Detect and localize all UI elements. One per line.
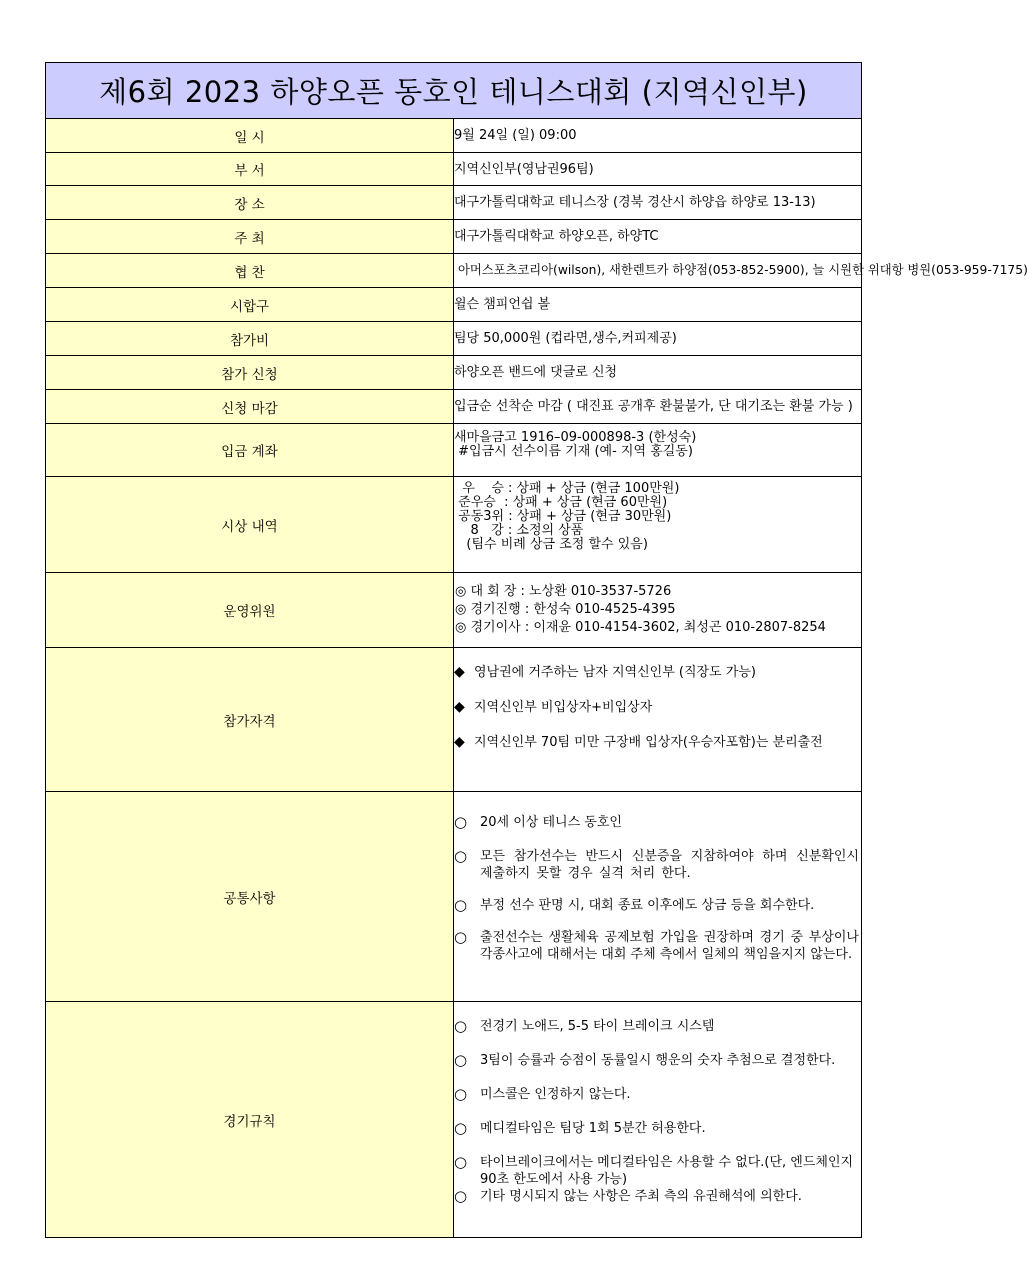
- common-list: [454, 792, 862, 1002]
- row-date: [46, 119, 862, 153]
- list-item: [454, 929, 861, 963]
- account-lines: [454, 424, 862, 477]
- circle-bullet-icon: ○: [454, 1085, 468, 1103]
- circle-bullet-icon: ○: [454, 896, 468, 914]
- list-item-text: 출전선수는 생활체육 공제보험 가입을 권장하며 경기 중 부상이나 각종사고에 대해서는 대회 주체 측에서 일체의 책임을지지 않는다.: [480, 930, 859, 962]
- row-staff: [46, 573, 862, 648]
- row-prizes: [46, 477, 862, 573]
- list-item-text: 메디컬타임은 팀당 1회 5분간 허용한다.: [480, 1121, 706, 1136]
- list-item: [454, 735, 861, 750]
- row-ball: [46, 288, 862, 322]
- list-item: [454, 1086, 861, 1120]
- row-common: [46, 792, 862, 1002]
- row-value: 입금순 선착순 마감 ( 대진표 공개후 환불불가, 단 대기조는 환불 가능 ): [454, 390, 862, 424]
- prize-line: 8 강 : 소정의 상품: [454, 523, 584, 538]
- list-item: [454, 700, 861, 735]
- row-label: 일 시: [46, 119, 454, 153]
- page-title: 제6회 2023 하양오픈 동호인 테니스대회 (지역신인부): [46, 63, 862, 119]
- row-deadline: [46, 390, 862, 424]
- prize-lines: [454, 477, 862, 573]
- list-item: [454, 814, 861, 831]
- circle-bullet-icon: ○: [454, 1051, 468, 1069]
- row-label: 장 소: [46, 186, 454, 220]
- list-item-text: 부정 선수 판명 시, 대회 종료 이후에도 상금 등을 회수한다.: [480, 898, 815, 913]
- list-item-text: 영남권에 거주하는 남자 지역신인부 (직장도 가능): [474, 665, 756, 680]
- row-sponsor: [46, 254, 862, 288]
- row-value: 하양오픈 밴드에 댓글로 신청: [454, 356, 862, 390]
- list-item: [454, 665, 861, 700]
- row-value: 윌슨 챔피언쉽 볼: [454, 288, 862, 322]
- staff-lines: [454, 573, 862, 648]
- row-value: 아머스포츠코리아(wilson), 새한렌트카 하양점(053-852-5900), 늘 시원한 위대항 병원(053-959-7175): [454, 254, 862, 288]
- list-item: [454, 1154, 861, 1188]
- row-apply: [46, 356, 862, 390]
- list-item-text: 20세 이상 테니스 동호인: [480, 815, 622, 830]
- row-label: 부 서: [46, 153, 454, 186]
- diamond-icon: ◆: [454, 664, 465, 680]
- row-label: 참가비: [46, 322, 454, 356]
- row-label: 참가 신청: [46, 356, 454, 390]
- row-label: 참가자격: [46, 648, 454, 792]
- prize-line: 공동3위 : 상패 + 상금 (현금 30만원): [454, 509, 672, 524]
- row-value: 대구가톨릭대학교 테니스장 (경북 경산시 하양읍 하양로 13-13): [454, 186, 862, 220]
- list-item: [454, 897, 861, 914]
- row-label: 운영위원: [46, 573, 454, 648]
- list-item-text: 지역신인부 비입상자+비입상자: [474, 700, 653, 715]
- eligibility-list: [454, 648, 862, 792]
- rules-list: [454, 1002, 862, 1238]
- circle-bullet-icon: ○: [454, 847, 468, 865]
- info-table: [45, 62, 1028, 1238]
- row-label: 신청 마감: [46, 390, 454, 424]
- list-item: [454, 848, 861, 882]
- row-value: 지역신인부(영남권96팀): [454, 153, 862, 186]
- row-division: [46, 153, 862, 186]
- circle-bullet-icon: ○: [454, 928, 468, 946]
- row-label: 협 찬: [46, 254, 454, 288]
- row-label: 공통사항: [46, 792, 454, 1002]
- tournament-notice: [45, 62, 1028, 1238]
- list-item: [454, 1018, 861, 1052]
- row-rules: [46, 1002, 862, 1238]
- row-label: 시합구: [46, 288, 454, 322]
- list-item-text: 기타 명시되지 않는 사항은 주최 측의 유권해석에 의한다.: [480, 1189, 802, 1204]
- list-item-text: 3팀이 승률과 승점이 동률일시 행운의 숫자 추첨으로 결정한다.: [480, 1053, 836, 1068]
- row-account: [46, 424, 862, 477]
- staff-line: ◎ 경기진행 : 한성숙 010-4525-4395: [455, 602, 676, 617]
- row-label: 입금 계좌: [46, 424, 454, 477]
- row-label: 주 최: [46, 220, 454, 254]
- row-eligibility: [46, 648, 862, 792]
- circle-bullet-icon: ○: [454, 1119, 468, 1137]
- list-item-text: 전경기 노애드, 5-5 타이 브레이크 시스템: [480, 1019, 715, 1034]
- diamond-icon: ◆: [454, 734, 465, 750]
- staff-line: ◎ 경기이사 : 이재윤 010-4154-3602, 최성곤 010-2807-8254: [455, 620, 826, 635]
- account-line: 새마을금고 1916–09-000898-3 (한성숙): [454, 430, 697, 445]
- list-item-text: 타이브레이크에서는 메디컬타임은 사용할 수 없다.(단, 엔드체인지 90초 한도에서 사용 가능): [480, 1155, 854, 1187]
- prize-line: 우 승 : 상패 + 상금 (현금 100만원): [454, 481, 680, 496]
- row-value: 팀당 50,000원 (컵라면,생수,커피제공): [454, 322, 862, 356]
- staff-line: ◎ 대 회 장 : 노상환 010-3537-5726: [455, 584, 672, 599]
- prize-line: 준우승 : 상패 + 상금 (현금 60만원): [454, 495, 668, 510]
- circle-bullet-icon: ○: [454, 1153, 468, 1171]
- list-item-text: 미스콜은 인정하지 않는다.: [480, 1087, 631, 1102]
- list-item-text: 지역신인부 70팀 미만 구장배 입상자(우승자포함)는 분리출전: [474, 735, 823, 750]
- row-label: 시상 내역: [46, 477, 454, 573]
- circle-bullet-icon: ○: [454, 1187, 468, 1205]
- circle-bullet-icon: ○: [454, 1017, 468, 1035]
- diamond-icon: ◆: [454, 699, 465, 715]
- row-venue: [46, 186, 862, 220]
- row-value: 대구가톨릭대학교 하양오픈, 하양TC: [454, 220, 862, 254]
- list-item: [454, 1120, 861, 1154]
- list-item: [454, 1052, 861, 1086]
- row-fee: [46, 322, 862, 356]
- circle-bullet-icon: ○: [454, 813, 468, 831]
- account-line: #입금시 선수이름 기재 (예- 지역 홍길동): [454, 444, 693, 459]
- row-host: [46, 220, 862, 254]
- row-value: 9월 24일 (일) 09:00: [454, 119, 862, 153]
- row-label: 경기규칙: [46, 1002, 454, 1238]
- list-item-text: 모든 참가선수는 반드시 신분증을 지참하여야 하며 신분확인시 제출하지 못할 경우 실격 처리 한다.: [480, 849, 859, 881]
- prize-line: (팀수 비례 상금 조정 할수 있음): [454, 537, 648, 552]
- list-item: [454, 1188, 861, 1205]
